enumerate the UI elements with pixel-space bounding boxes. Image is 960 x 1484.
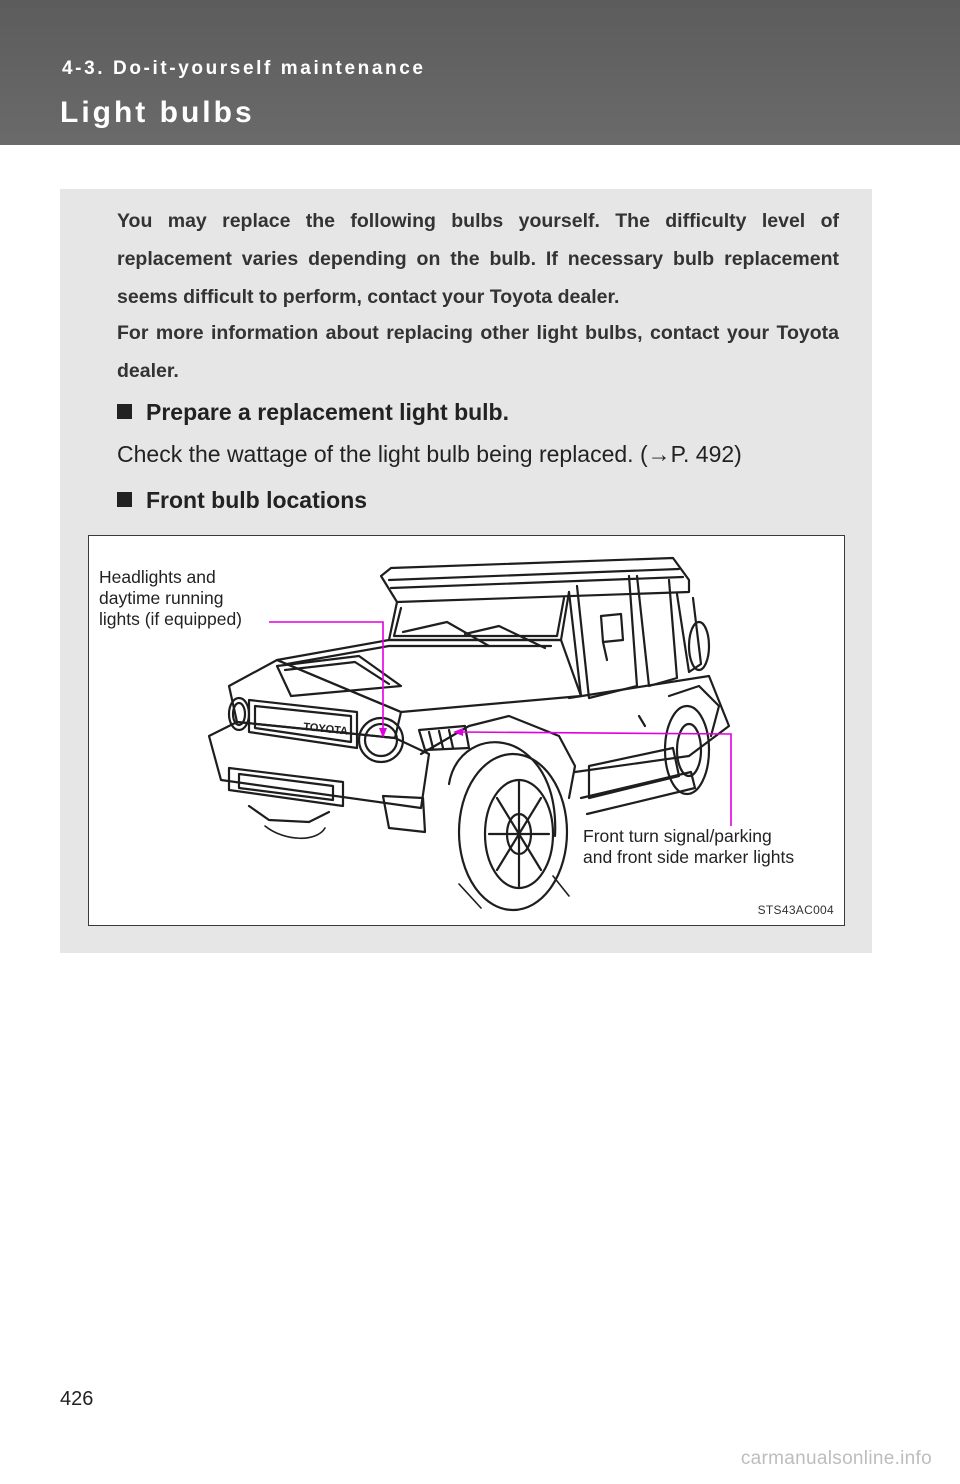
page-title: Light bulbs: [60, 96, 255, 129]
section-heading-text: Prepare a replacement light bulb.: [146, 399, 509, 425]
content-box: [60, 189, 872, 953]
square-bullet-icon: [117, 404, 132, 419]
callout-headlights: Headlights and daytime running lights (if equipped): [99, 567, 242, 629]
section-heading-replacement-bulb: [117, 399, 509, 426]
watermark: carmanualsonline.info: [740, 1448, 932, 1469]
page-header: [0, 0, 960, 145]
callout-turn-signal: Front turn signal/parking and front side marker lights: [583, 826, 795, 867]
intro-paragraph-2: For more information about replacing other light bulbs, contact your Toyota dealer.: [117, 322, 839, 382]
page-number: 426: [60, 1388, 94, 1410]
intro-paragraph-1: You may replace the following bulbs yourself. The difficulty level of replacement varies depending on the bulb. If necessary bulb replacement seems difficult to perform, contact your Toyota dealer.: [117, 210, 839, 308]
grille-badge-text: TOYOTA: [302, 721, 349, 738]
section-label: 4-3. Do-it-yourself maintenance: [62, 58, 426, 79]
front-bulb-locations-figure: [88, 535, 845, 926]
section-heading-front-bulbs: [117, 487, 367, 514]
section-body-wattage: Check the wattage of the light bulb being replaced. (→P. 492): [117, 441, 742, 467]
figure-id: STS43AC004: [757, 903, 834, 917]
square-bullet-icon: [117, 492, 132, 507]
section-heading-text: Front bulb locations: [146, 487, 368, 513]
